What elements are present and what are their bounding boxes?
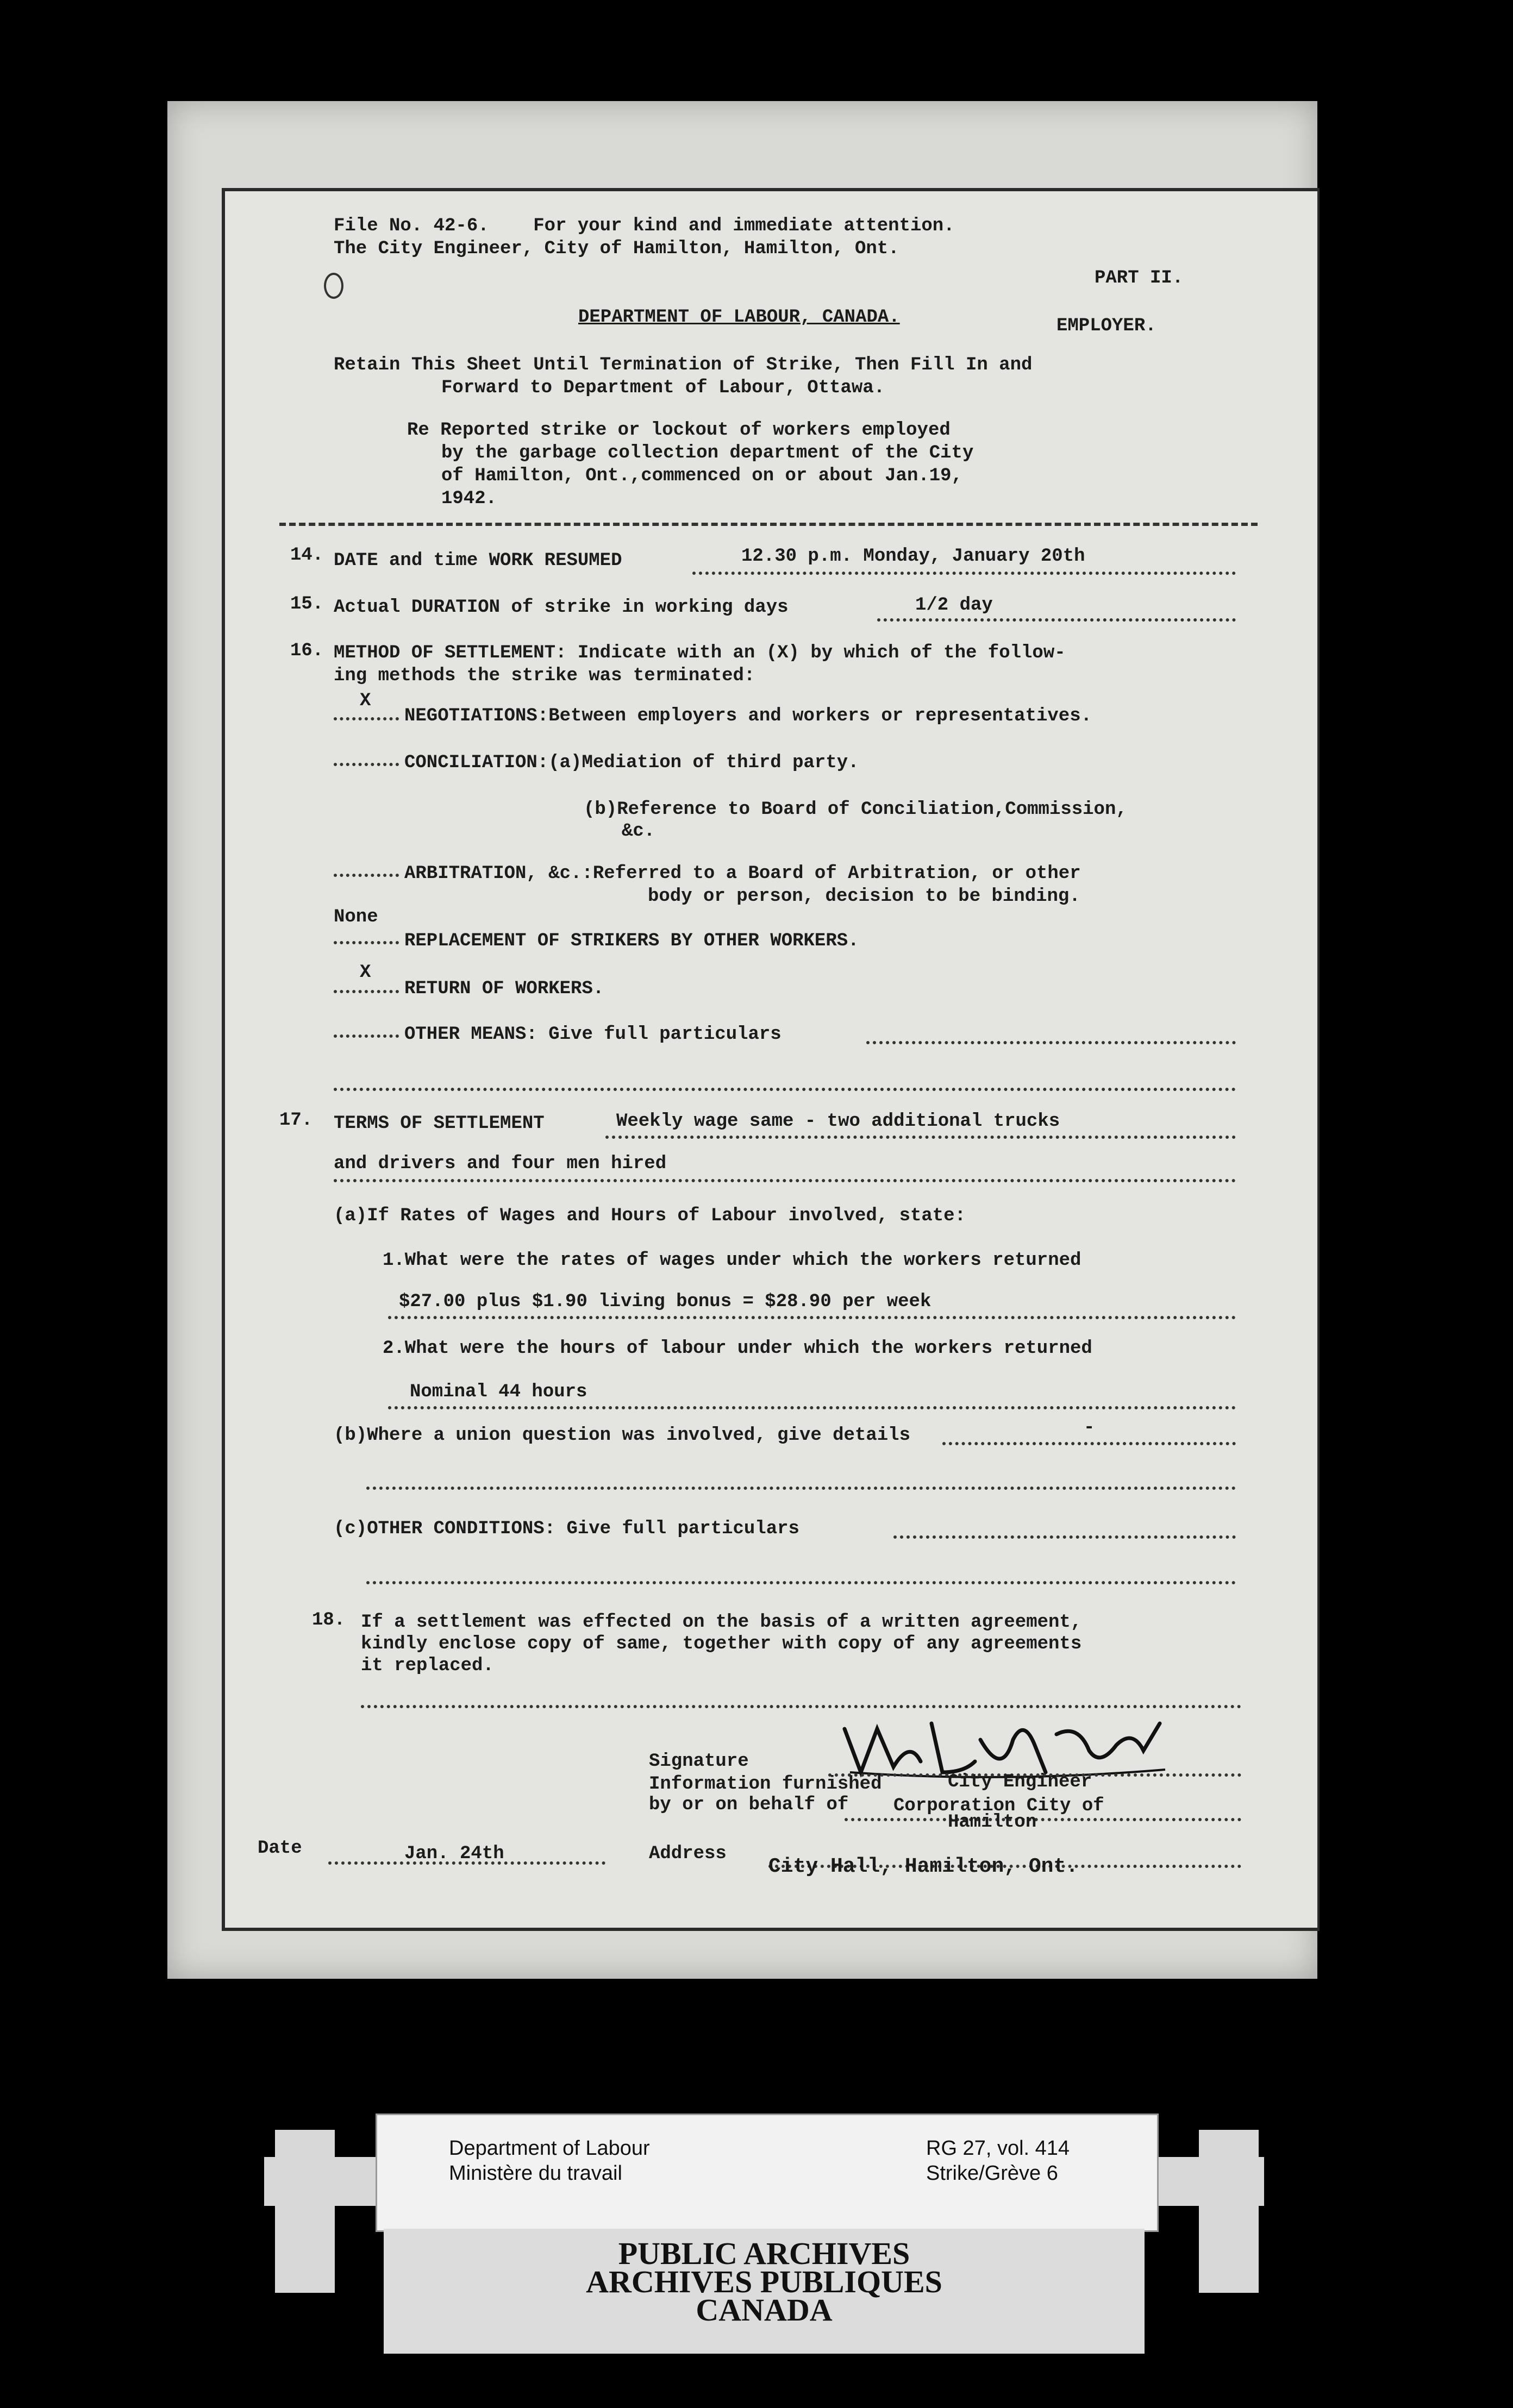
q17-number: 17.: [279, 1110, 313, 1131]
strike-report-form: [222, 188, 1320, 1931]
q17-line-1: [605, 1136, 1236, 1139]
info-value-1: City Engineer: [948, 1772, 1092, 1792]
q17a1-value: $27.00 plus $1.90 living bonus = $28.90 per week: [399, 1291, 931, 1312]
q15-value: 1/2 day: [915, 595, 993, 616]
q16-line-2: ing methods the strike was terminated:: [334, 666, 755, 686]
q17b-line-2: [366, 1487, 1236, 1490]
behalf-label: by or on behalf of: [649, 1795, 849, 1815]
dept-fr: Ministère du travail: [449, 2162, 622, 2185]
q15-number: 15.: [290, 594, 324, 614]
strike-reference: Strike/Grève 6: [926, 2162, 1058, 2185]
employer-label: EMPLOYER.: [1056, 316, 1156, 336]
arbitration-text-1: ARBITRATION, &c.:Referred to a Board of Arbitration, or other: [404, 863, 1081, 884]
q17c-text: (c)OTHER CONDITIONS: Give full particulars: [334, 1519, 799, 1539]
file-line: File No. 42-6. For your kind and immediate attention.: [334, 216, 955, 236]
conciliation-b-1: (b)Reference to Board of Conciliation,Commission,: [584, 799, 1127, 820]
other-means-line-2: [334, 1088, 1236, 1091]
address-label: Address: [649, 1843, 727, 1864]
conciliation-b-2: &c.: [622, 821, 655, 842]
other-dots: [334, 1034, 399, 1038]
q17b-text: (b)Where a union question was involved, give details: [334, 1425, 910, 1446]
q14-number: 14.: [290, 545, 324, 566]
replacement-text: REPLACEMENT OF STRIKERS BY OTHER WORKERS.: [404, 931, 859, 951]
circle-mark: [324, 273, 343, 299]
archive-card: [376, 2114, 1159, 2232]
section-divider: [279, 523, 1258, 526]
other-means-line: [866, 1041, 1236, 1044]
q18-line-3: it replaced.: [361, 1655, 494, 1676]
rg-reference: RG 27, vol. 414: [926, 2137, 1070, 2160]
arbitration-text-2: body or person, decision to be binding.: [648, 886, 1080, 907]
part-label: PART II.: [1095, 268, 1184, 289]
public-archives-text: PUBLIC ARCHIVES: [618, 2236, 910, 2271]
q15-dotted-line: [877, 618, 1236, 622]
q17-line-2: [334, 1179, 1236, 1182]
q17c-line: [893, 1535, 1236, 1539]
q14-label: DATE and time WORK RESUMED: [334, 550, 622, 571]
q17c-line-2: [366, 1581, 1236, 1584]
addressee-line: The City Engineer, City of Hamilton, Hamilton, Ont.: [334, 239, 899, 259]
re-line-3: of Hamilton, Ont.,commenced on or about Jan.19,: [441, 466, 962, 486]
replacement-dots: [334, 941, 399, 944]
q17-value-2: and drivers and four men hired: [334, 1153, 667, 1174]
retain-instruction-2: Forward to Department of Labour, Ottawa.: [441, 378, 885, 398]
info-value-3: Hamilton: [948, 1812, 1037, 1833]
document-page: [167, 101, 1317, 1979]
negotiations-mark: X: [360, 691, 371, 711]
q18-line-1: If a settlement was effected on the basis of a written agreement,: [361, 1612, 1082, 1633]
re-line-4: 1942.: [441, 488, 497, 509]
negotiations-text: NEGOTIATIONS:Between employers and workers or representatives.: [404, 706, 1092, 726]
q17-value-1: Weekly wage same - two additional trucks: [616, 1111, 1060, 1132]
archives-publiques-text: ARCHIVES PUBLIQUES: [586, 2264, 942, 2299]
replacement-mark: None: [334, 907, 378, 927]
q18-line-2: kindly enclose copy of same, together with copy of any agreements: [361, 1634, 1082, 1654]
signature-label: Signature: [649, 1751, 749, 1772]
conciliation-dots: [334, 763, 399, 766]
address-value: City Hall, Hamilton, Ont.: [768, 1855, 1079, 1878]
q17b-line: [942, 1442, 1236, 1445]
info-value-2: Corporation City of: [893, 1796, 1104, 1816]
q14-dotted-line: [692, 572, 1236, 575]
return-dots: [334, 990, 399, 993]
department-title: DEPARTMENT OF LABOUR, CANADA.: [578, 307, 900, 328]
q16-line-1: METHOD OF SETTLEMENT: Indicate with an (X) by which of the follow-: [334, 643, 1066, 663]
re-line-2: by the garbage collection department of the City: [441, 443, 974, 463]
q14-value: 12.30 p.m. Monday, January 20th: [741, 546, 1085, 567]
negotiations-dots: [334, 717, 399, 720]
q17a1-line: [388, 1316, 1236, 1319]
q17a-text: (a)If Rates of Wages and Hours of Labour involved, state:: [334, 1206, 966, 1226]
q17a2-value: Nominal 44 hours: [410, 1382, 587, 1402]
date-value: Jan. 24th: [404, 1843, 504, 1864]
q17b-value: -: [1084, 1418, 1095, 1438]
return-text: RETURN OF WORKERS.: [404, 979, 604, 999]
info-furnished-label: Information furnished: [649, 1774, 882, 1795]
conciliation-text: CONCILIATION:(a)Mediation of third party.: [404, 752, 859, 773]
return-mark: X: [360, 962, 371, 983]
arbitration-dots: [334, 874, 399, 877]
canada-text: CANADA: [696, 2292, 833, 2328]
q17a2-text: 2.What were the hours of labour under which the workers returned: [383, 1338, 1092, 1359]
q17-label: TERMS OF SETTLEMENT: [334, 1113, 545, 1134]
q15-label: Actual DURATION of strike in working days: [334, 597, 789, 618]
dept-en: Department of Labour: [449, 2137, 650, 2160]
q18-number: 18.: [312, 1610, 346, 1631]
q16-number: 16.: [290, 641, 324, 661]
date-label: Date: [258, 1838, 302, 1859]
other-means-text: OTHER MEANS: Give full particulars: [404, 1024, 781, 1045]
q17a2-line: [388, 1406, 1236, 1409]
retain-instruction-1: Retain This Sheet Until Termination of Strike, Then Fill In and: [334, 355, 1033, 375]
behalf-line: [845, 1818, 1241, 1821]
archive-label: [264, 2114, 1264, 2353]
q17a1-text: 1.What were the rates of wages under which the workers returned: [383, 1250, 1081, 1271]
re-line-1: Re Reported strike or lockout of workers employed: [407, 420, 951, 441]
